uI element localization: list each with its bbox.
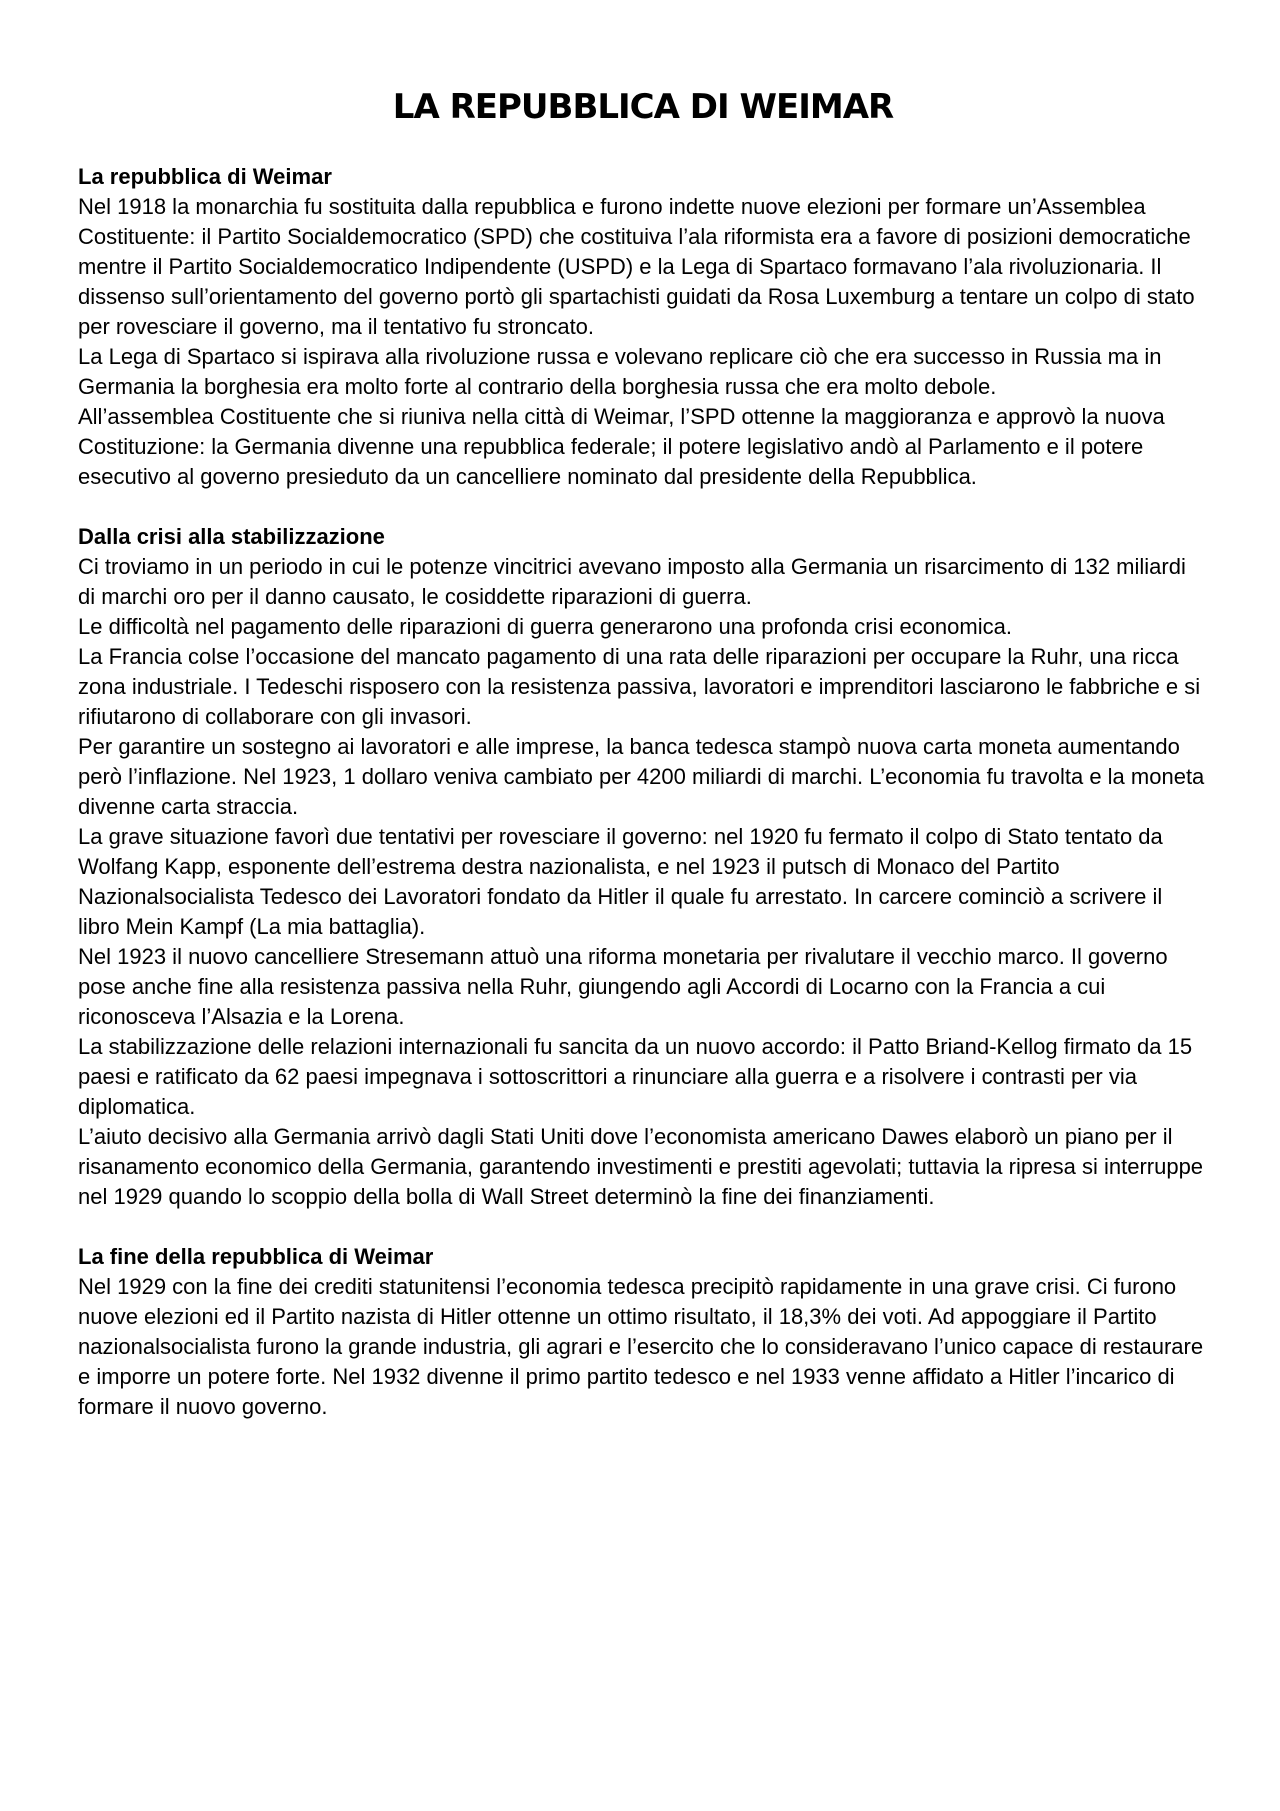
paragraph: Nel 1929 con la fine dei crediti statunitensi l’economia tedesca precipitò rapidamente in una grave crisi. Ci furono nuove elezioni ed il Partito nazista di Hitler ottenne un ottimo risultato, il 18,3% dei voti. Ad appoggiare il Partito nazionalsocialista furono la grande industria, gli agrari e l’esercito che lo consideravano l’unico capace di restaurare e imporre un potere forte. Nel 1932 divenne il primo partito tedesco e nel 1933 venne affidato a Hitler l’incarico di formare il nuovo governo.	[78, 1274, 1204, 1419]
paragraph: Le difficoltà nel pagamento delle riparazioni di guerra generarono una profonda crisi economica.	[78, 614, 1012, 639]
paragraph: Nel 1918 la monarchia fu sostituita dalla repubblica e furono indette nuove elezioni per formare un’Assemblea Costituente: il Partito Socialdemocratico (SPD) che costituiva l’ala riformista era a favore di posizioni democratiche mentre il Partito Socialdemocratico Indipendente (USPD) e la Lega di Spartaco formavano l’ala rivoluzionaria. Il dissenso sull’orientamento del governo portò gli spartachisti guidati da Rosa Luxemburg a tentare un colpo di stato per rovesciare il governo, ma il tentativo fu stroncato.	[78, 194, 1195, 339]
section-heading: La fine della repubblica di Weimar	[78, 1244, 434, 1269]
section-weimar-republic	[78, 162, 1208, 492]
paragraph: Ci troviamo in un periodo in cui le potenze vincitrici avevano imposto alla Germania un risarcimento di 132 miliardi di marchi oro per il danno causato, le cosiddette riparazioni di guerra.	[78, 554, 1186, 609]
section-crisis-stabilization	[78, 522, 1208, 1212]
section-heading: Dalla crisi alla stabilizzazione	[78, 524, 385, 549]
paragraph: La stabilizzazione delle relazioni internazionali fu sancita da un nuovo accordo: il Patto Briand-Kellog firmato da 15 paesi e ratificato da 62 paesi impegnava i sottoscrittori a rinunciare alla guerra e a risolvere i contrasti per via diplomatica.	[78, 1034, 1193, 1119]
paragraph: Per garantire un sostegno ai lavoratori e alle imprese, la banca tedesca stampò nuova carta moneta aumentando però l’inflazione. Nel 1923, 1 dollaro veniva cambiato per 4200 miliardi di marchi. L’economia fu travolta e la moneta divenne carta straccia.	[78, 734, 1205, 819]
document-page	[78, 78, 1208, 1452]
section-heading: La repubblica di Weimar	[78, 164, 332, 189]
paragraph: La grave situazione favorì due tentativi per rovesciare il governo: nel 1920 fu fermato il colpo di Stato tentato da Wolfang Kapp, esponente dell’estrema destra nazionalista, e nel 1923 il putsch di Monaco del Partito Nazionalsocialista Tedesco dei Lavoratori fondato da Hitler il quale fu arrestato. In carcere cominciò a scrivere il libro Mein Kampf (La mia battaglia).	[78, 824, 1163, 939]
section-end-of-weimar	[78, 1242, 1208, 1422]
paragraph: L’aiuto decisivo alla Germania arrivò dagli Stati Uniti dove l’economista americano Dawes elaborò un piano per il risanamento economico della Germania, garantendo investimenti e prestiti agevolati; tuttavia la ripresa si interruppe nel 1929 quando lo scoppio della bolla di Wall Street determinò la fine dei finanziamenti.	[78, 1124, 1204, 1209]
paragraph: La Lega di Spartaco si ispirava alla rivoluzione russa e volevano replicare ciò che era successo in Russia ma in Germania la borghesia era molto forte al contrario della borghesia russa che era molto debole.	[78, 344, 1162, 399]
paragraph: All’assemblea Costituente che si riuniva nella città di Weimar, l’SPD ottenne la maggioranza e approvò la nuova Costituzione: la Germania divenne una repubblica federale; il potere legislativo andò al Parlamento e il potere esecutivo al governo presieduto da un cancelliere nominato dal presidente della Repubblica.	[78, 404, 1165, 489]
paragraph: Nel 1923 il nuovo cancelliere Stresemann attuò una riforma monetaria per rivalutare il vecchio marco. Il governo pose anche fine alla resistenza passiva nella Ruhr, giungendo agli Accordi di Locarno con la Francia a cui riconosceva l’Alsazia e la Lorena.	[78, 944, 1168, 1029]
document-title: LA REPUBBLICA DI WEIMAR	[392, 87, 894, 127]
paragraph: La Francia colse l’occasione del mancato pagamento di una rata delle riparazioni per occupare la Ruhr, una ricca zona industriale. I Tedeschi risposero con la resistenza passiva, lavoratori e imprenditori lasciarono le fabbriche e si rifiutarono di collaborare con gli invasori.	[78, 644, 1201, 729]
